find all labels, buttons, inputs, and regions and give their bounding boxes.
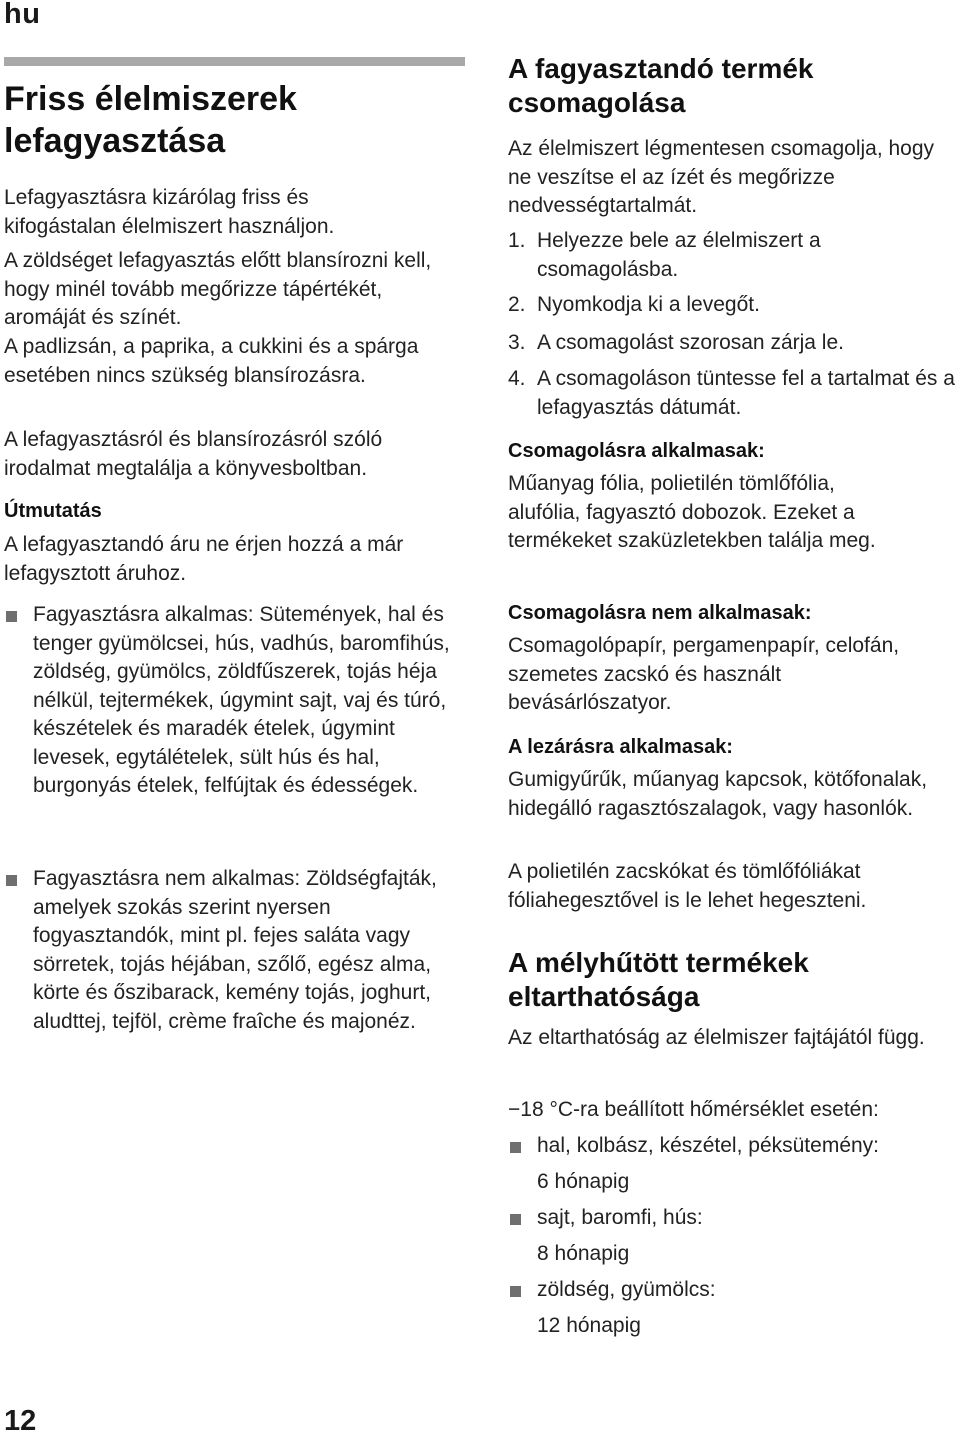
step-number: 1. [508,229,526,252]
no-blanching-paragraph: A padlizsán, a paprika, a cukkini és a spárga esetében nincs szükség blansírozásra. [4,335,419,387]
closing-materials-text: Gumigyűrűk, műanyag kapcsok, kötőfonalak, hidegálló ragasztószalagok, vagy hasonlók. [508,768,928,820]
packaging-title: A fagyasztandó termék csomagolása [508,53,814,118]
section-rule [4,57,465,66]
shelf-life-title: A mélyhűtött termékek eltarthatósága [508,947,809,1012]
suitable-foods-bullet: Fagyasztásra alkalmas: Sütemények, hal és tenger gyümölcsei, hús, vadhús, baromfihús, zöldség, gyümölcs, zöldfűszerek, tojás héja nélkül, tejtermékek, úgymint sajt, vaj és túró, készételek és maradék ételek, úgymint levesek, egytálételek, sült hús és hal, burgonyás ételek, felfújtak és édességek. [33,603,450,797]
page-title: Friss élelmiszerek lefagyasztása [4,80,297,160]
intro-paragraph: Lefagyasztásra kizárólag friss és kifogástalan élelmiszert használjon. [4,186,335,238]
temperature-line: −18 °C-ra beállított hőmérséklet esetén: [508,1098,879,1121]
hint-heading: Útmutatás [4,500,102,522]
step-number: 4. [508,367,526,390]
packaging-intro: Az élelmiszert légmentesen csomagolja, hogy ne veszítse el az ízét és megőrizze nedvességtartalmát. [508,137,935,217]
shelf-item-duration: 12 hónapig [537,1314,641,1337]
suitable-packaging-text: Műanyag fólia, polietilén tömlőfólia, alufólia, fagyasztó dobozok. Ezeket a termékeket szaküzletekben találja meg. [508,472,876,552]
bullet-square-icon [510,1214,521,1225]
unsuitable-packaging-heading: Csomagolásra nem alkalmasak: [508,602,812,624]
shelf-item-duration: 8 hónapig [537,1242,630,1265]
shelf-item-label: zöldség, gyümölcs: [537,1278,716,1301]
step-number: 2. [508,293,526,316]
shelf-item-label: sajt, baromfi, hús: [537,1206,703,1229]
language-label: hu [4,0,41,30]
unsuitable-packaging-text: Csomagolópapír, pergamenpapír, celofán, szemetes zacskó és használt bevásárlószatyor. [508,634,900,714]
page-number: 12 [4,1405,37,1437]
bullet-square-icon [6,611,17,622]
literature-paragraph: A lefagyasztásról és blansírozásról szóló irodalmat megtalálja a könyvesboltban. [4,428,383,480]
bullet-square-icon [6,875,17,886]
shelf-item-duration: 6 hónapig [537,1170,630,1193]
blanching-paragraph: A zöldséget lefagyasztás előtt blansírozni kell, hogy minél tovább megőrizze tápértékét, aromáját és színét. [4,249,432,329]
step-text: A csomagoláson tüntesse fel a tartalmat és a lefagyasztás dátumát. [537,367,955,419]
shelf-item-label: hal, kolbász, készétel, péksütemény: [537,1134,880,1157]
step-text: A csomagolást szorosan zárja le. [537,331,844,354]
bullet-square-icon [510,1286,521,1297]
step-text: Helyezze bele az élelmiszert a csomagolásba. [537,229,821,281]
closing-materials-heading: A lezárásra alkalmasak: [508,736,733,758]
unsuitable-foods-bullet: Fagyasztásra nem alkalmas: Zöldségfajták, amelyek szokás szerint nyersen fogyasztandók, mint pl. fejes saláta vagy sörretek, tojás héjában, szőlő, egész alma, körte és őszibarack, kemény tojás, joghurt, aludttej, tejföl, crème fraîche és majonéz. [33,867,437,1033]
step-number: 3. [508,331,526,354]
step-text: Nyomkodja ki a levegőt. [537,293,760,316]
welding-paragraph: A polietilén zacskókat és tömlőfóliákat fóliahegesztővel is le lehet hegeszteni. [508,860,867,912]
bullet-square-icon [510,1142,521,1153]
shelf-life-intro: Az eltarthatóság az élelmiszer fajtájától függ. [508,1026,925,1049]
hint-text: A lefagyasztandó áru ne érjen hozzá a már lefagysztott áruhoz. [4,533,404,585]
suitable-packaging-heading: Csomagolásra alkalmasak: [508,440,765,462]
